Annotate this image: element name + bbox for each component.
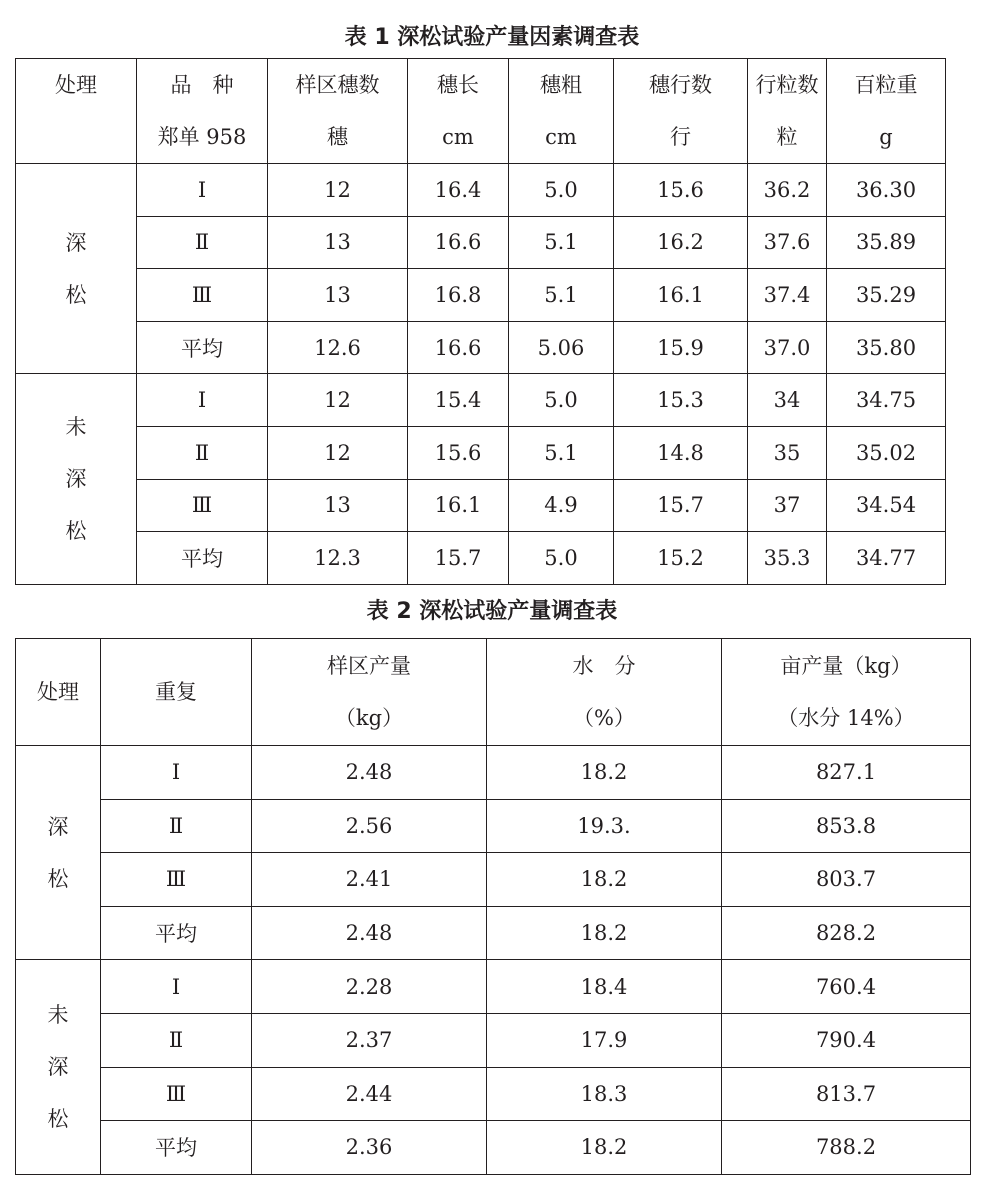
data-cell: 5.0 bbox=[509, 532, 614, 585]
data-cell: 16.2 bbox=[614, 216, 748, 269]
table-row bbox=[16, 746, 971, 800]
data-cell: 18.3 bbox=[487, 1067, 722, 1121]
header-cell bbox=[614, 59, 748, 164]
group-label-char: 深 bbox=[47, 814, 69, 839]
data-cell: 827.1 bbox=[722, 746, 971, 800]
data-cell: 5.06 bbox=[509, 321, 614, 374]
table-row bbox=[16, 479, 946, 532]
data-cell: 2.28 bbox=[252, 960, 487, 1014]
group-label-cell bbox=[16, 746, 101, 960]
data-cell: 15.3 bbox=[614, 374, 748, 427]
data-cell: 37.6 bbox=[748, 216, 827, 269]
header-line: cm bbox=[545, 125, 577, 149]
data-cell: 760.4 bbox=[722, 960, 971, 1014]
data-cell: Ⅱ bbox=[101, 1013, 252, 1067]
header-line: 郑单 958 bbox=[157, 125, 247, 149]
data-cell: 12.3 bbox=[268, 532, 408, 585]
data-cell: 18.4 bbox=[487, 960, 722, 1014]
data-cell: 34.77 bbox=[827, 532, 946, 585]
data-cell: 12 bbox=[268, 374, 408, 427]
header-cell bbox=[487, 639, 722, 746]
data-cell: 平均 bbox=[101, 1121, 252, 1175]
table1-yield-factors bbox=[15, 58, 946, 585]
group-label-cell bbox=[16, 164, 137, 374]
data-cell: 13 bbox=[268, 216, 408, 269]
data-cell: 2.56 bbox=[252, 799, 487, 853]
data-cell: 12.6 bbox=[268, 321, 408, 374]
data-cell: 平均 bbox=[137, 532, 268, 585]
data-cell: 17.9 bbox=[487, 1013, 722, 1067]
group-label-char: 未 bbox=[47, 1003, 69, 1028]
header-cell bbox=[137, 59, 268, 164]
data-cell: 2.44 bbox=[252, 1067, 487, 1121]
group-label-char: 松 bbox=[65, 519, 87, 544]
data-cell: 15.9 bbox=[614, 321, 748, 374]
data-cell: 813.7 bbox=[722, 1067, 971, 1121]
data-cell: 2.41 bbox=[252, 853, 487, 907]
table-row bbox=[16, 1121, 971, 1175]
data-cell: Ⅲ bbox=[101, 853, 252, 907]
data-cell: 34 bbox=[748, 374, 827, 427]
data-cell: 37.0 bbox=[748, 321, 827, 374]
table-row bbox=[16, 906, 971, 960]
group-label-char: 松 bbox=[47, 1107, 69, 1132]
data-cell: 16.1 bbox=[614, 269, 748, 322]
data-cell: 16.6 bbox=[408, 216, 509, 269]
table-row bbox=[16, 374, 946, 427]
data-cell: 2.48 bbox=[252, 906, 487, 960]
header-row bbox=[16, 639, 971, 746]
header-cell bbox=[16, 639, 101, 746]
header-cell bbox=[408, 59, 509, 164]
data-cell: 5.1 bbox=[509, 426, 614, 479]
table-row bbox=[16, 426, 946, 479]
data-cell: 5.0 bbox=[509, 164, 614, 217]
header-row bbox=[16, 59, 946, 164]
group-label-cell bbox=[16, 374, 137, 584]
header-line: 行粒数 bbox=[755, 73, 819, 97]
data-cell: 15.4 bbox=[408, 374, 509, 427]
table2-yield-survey bbox=[15, 638, 971, 1175]
header-line: 亩产量（kg） bbox=[780, 654, 912, 678]
data-cell: Ⅲ bbox=[101, 1067, 252, 1121]
header-cell bbox=[101, 639, 252, 746]
table-row bbox=[16, 853, 971, 907]
group-label-char: 深 bbox=[65, 467, 87, 492]
data-cell: 13 bbox=[268, 479, 408, 532]
header-line: g bbox=[879, 125, 893, 149]
data-cell: 15.6 bbox=[614, 164, 748, 217]
header-line: 重复 bbox=[155, 680, 197, 704]
table-row bbox=[16, 216, 946, 269]
data-cell: 35.02 bbox=[827, 426, 946, 479]
header-line: 处理 bbox=[55, 73, 97, 97]
header-cell bbox=[268, 59, 408, 164]
header-line: 穗粗 bbox=[540, 73, 582, 97]
table-row bbox=[16, 799, 971, 853]
data-cell: Ⅱ bbox=[101, 799, 252, 853]
data-cell: 828.2 bbox=[722, 906, 971, 960]
group-label-char: 松 bbox=[65, 282, 87, 307]
data-cell: 16.4 bbox=[408, 164, 509, 217]
header-line: （%） bbox=[573, 706, 635, 730]
header-cell bbox=[827, 59, 946, 164]
data-cell: Ⅰ bbox=[137, 374, 268, 427]
data-cell: 790.4 bbox=[722, 1013, 971, 1067]
data-cell: 15.7 bbox=[408, 532, 509, 585]
data-cell: 15.2 bbox=[614, 532, 748, 585]
data-cell: 4.9 bbox=[509, 479, 614, 532]
data-cell: 2.48 bbox=[252, 746, 487, 800]
group-label-char: 未 bbox=[65, 415, 87, 440]
header-line: 行 bbox=[670, 125, 691, 149]
table1-caption: 表 1 深松试验产量因素调查表 bbox=[344, 25, 640, 50]
data-cell: 18.2 bbox=[487, 906, 722, 960]
header-line: 样区产量 bbox=[327, 654, 411, 678]
data-cell: 13 bbox=[268, 269, 408, 322]
data-cell: Ⅲ bbox=[137, 269, 268, 322]
data-cell: 853.8 bbox=[722, 799, 971, 853]
header-cell bbox=[252, 639, 487, 746]
data-cell: 34.75 bbox=[827, 374, 946, 427]
data-cell: 5.0 bbox=[509, 374, 614, 427]
header-line: 品 种 bbox=[170, 73, 234, 97]
data-cell: 2.36 bbox=[252, 1121, 487, 1175]
header-line: cm bbox=[442, 125, 474, 149]
header-line: （kg） bbox=[334, 706, 404, 730]
data-cell: 788.2 bbox=[722, 1121, 971, 1175]
data-cell: 18.2 bbox=[487, 1121, 722, 1175]
header-line: 水 分 bbox=[572, 654, 636, 678]
data-cell: 5.1 bbox=[509, 269, 614, 322]
data-cell: Ⅰ bbox=[101, 746, 252, 800]
data-cell: 15.6 bbox=[408, 426, 509, 479]
header-line: 穗长 bbox=[437, 73, 479, 97]
data-cell: 16.1 bbox=[408, 479, 509, 532]
data-cell: 5.1 bbox=[509, 216, 614, 269]
table-row bbox=[16, 960, 971, 1014]
data-cell: Ⅰ bbox=[101, 960, 252, 1014]
data-cell: 35 bbox=[748, 426, 827, 479]
data-cell: 12 bbox=[268, 164, 408, 217]
header-cell bbox=[16, 59, 137, 164]
data-cell: Ⅱ bbox=[137, 426, 268, 479]
header-line: （水分 14%） bbox=[777, 706, 915, 730]
header-line: 处理 bbox=[37, 680, 79, 704]
data-cell: 803.7 bbox=[722, 853, 971, 907]
table-row bbox=[16, 321, 946, 374]
header-line: 样区穗数 bbox=[295, 73, 380, 97]
header-cell bbox=[509, 59, 614, 164]
header-line: 粒 bbox=[776, 125, 798, 149]
data-cell: 2.37 bbox=[252, 1013, 487, 1067]
data-cell: Ⅲ bbox=[137, 479, 268, 532]
data-cell: 36.2 bbox=[748, 164, 827, 217]
table-row bbox=[16, 164, 946, 217]
data-cell: 19.3. bbox=[487, 799, 722, 853]
header-line: 穗 bbox=[327, 125, 348, 149]
header-line: 百粒重 bbox=[854, 73, 918, 97]
data-cell: 14.8 bbox=[614, 426, 748, 479]
data-cell: 12 bbox=[268, 426, 408, 479]
group-label-char: 松 bbox=[47, 866, 69, 891]
data-cell: 18.2 bbox=[487, 746, 722, 800]
table-row bbox=[16, 269, 946, 322]
data-cell: 37.4 bbox=[748, 269, 827, 322]
group-label-cell bbox=[16, 960, 101, 1174]
data-cell: 35.89 bbox=[827, 216, 946, 269]
table-row bbox=[16, 1067, 971, 1121]
data-cell: Ⅱ bbox=[137, 216, 268, 269]
table-row bbox=[16, 532, 946, 585]
table-row bbox=[16, 1013, 971, 1067]
data-cell: Ⅰ bbox=[137, 164, 268, 217]
data-cell: 36.30 bbox=[827, 164, 946, 217]
data-cell: 15.7 bbox=[614, 479, 748, 532]
table2-caption: 表 2 深松试验产量调查表 bbox=[366, 599, 618, 624]
group-label-char: 深 bbox=[47, 1055, 69, 1080]
data-cell: 16.6 bbox=[408, 321, 509, 374]
data-cell: 35.29 bbox=[827, 269, 946, 322]
header-cell bbox=[722, 639, 971, 746]
header-cell bbox=[748, 59, 827, 164]
data-cell: 34.54 bbox=[827, 479, 946, 532]
data-cell: 16.8 bbox=[408, 269, 509, 322]
data-cell: 18.2 bbox=[487, 853, 722, 907]
group-label-char: 深 bbox=[65, 230, 87, 255]
data-cell: 平均 bbox=[101, 906, 252, 960]
data-cell: 平均 bbox=[137, 321, 268, 374]
header-line: 穗行数 bbox=[649, 73, 712, 97]
data-cell: 35.80 bbox=[827, 321, 946, 374]
data-cell: 35.3 bbox=[748, 532, 827, 585]
data-cell: 37 bbox=[748, 479, 827, 532]
